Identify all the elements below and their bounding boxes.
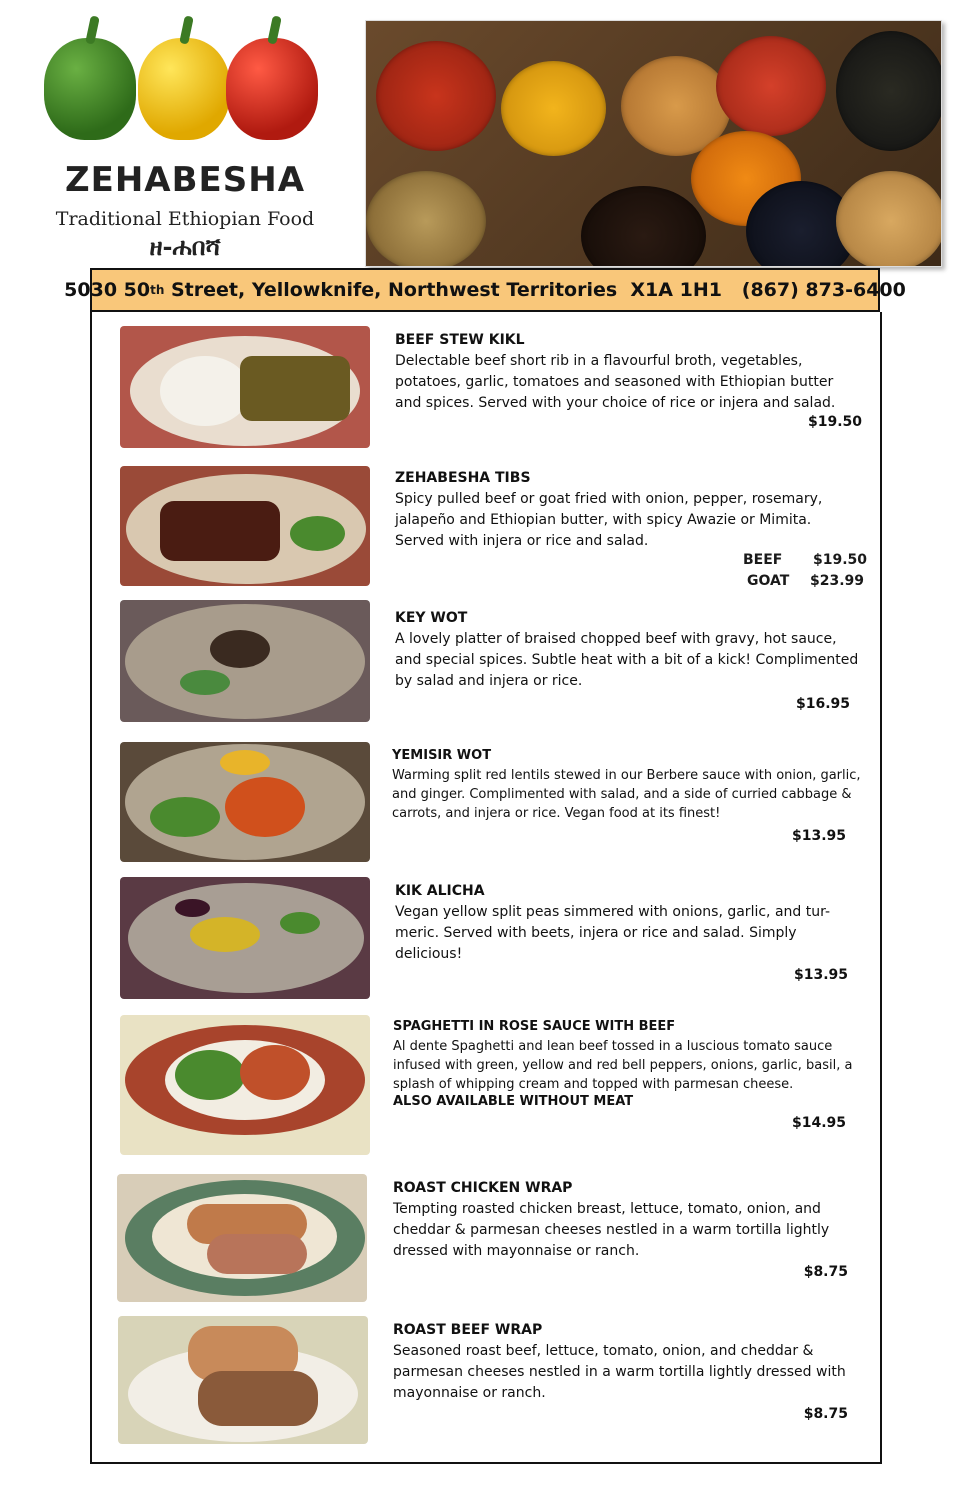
restaurant-tagline: Traditional Ethiopian Food — [55, 208, 315, 230]
item-description: Delectable beef short rib in a flavourful broth, vegetables, potatoes, garlic, tomatoes and seasoned with Ethiopian butter and spices. Served with your choice of rice or injera and salad. — [395, 353, 836, 411]
item-info — [392, 748, 862, 823]
brand-block — [40, 160, 330, 261]
item-price: $16.95 — [795, 696, 850, 712]
item-price: $8.75 — [803, 1406, 848, 1422]
beef-stew-kikl-photo — [120, 326, 370, 448]
key-wot-photo — [120, 600, 370, 722]
address-number: 5030 50 — [64, 279, 151, 301]
address-text: Street, Yellowknife, Northwest Territories X1A 1H1 (867) 873-6400 — [164, 279, 906, 301]
peppers-logo-image — [40, 8, 325, 138]
item-description: Spicy pulled beef or goat fried with onion, pepper, rosemary, jalapeño and Ethiopian butter, with spicy Awazie or Mimita. Served with injera or rice and salad. — [395, 491, 823, 549]
item-description: Vegan yellow split peas simmered with onions, garlic, and tur-meric. Served with beets, injera or rice and salad. Simply delicious! — [395, 904, 831, 962]
option-goat-label: GOAT — [747, 573, 790, 589]
item-title: KIK ALICHA — [395, 883, 485, 899]
item-title: ROAST BEEF WRAP — [393, 1322, 543, 1338]
kik-alicha-photo — [120, 877, 370, 999]
item-title: BEEF STEW KIKL — [395, 332, 525, 348]
item-info — [393, 1019, 863, 1109]
item-price: $14.95 — [791, 1115, 846, 1131]
yellow-pepper-image — [138, 38, 230, 140]
item-description: Tempting roasted chicken breast, lettuce, tomato, onion, and cheddar & parmesan cheeses nestled in a warm tortilla lightly dressed with mayonnaise or ranch. — [393, 1201, 830, 1259]
item-title: YEMISIR WOT — [392, 748, 492, 763]
red-pepper-image — [226, 38, 318, 140]
item-price: $13.95 — [791, 828, 846, 844]
option-goat-price: $23.99 — [810, 573, 865, 589]
roast-beef-wrap-photo — [118, 1316, 368, 1444]
address-suffix: th — [150, 283, 165, 297]
item-title: KEY WOT — [395, 610, 468, 626]
green-pepper-image — [44, 38, 136, 140]
restaurant-name: ZEHABESHA — [64, 160, 306, 200]
item-title: SPAGHETTI IN ROSE SAUCE WITH BEEF — [393, 1019, 676, 1034]
zehabesha-tibs-photo — [120, 466, 370, 586]
item-title: ROAST CHICKEN WRAP — [393, 1180, 573, 1196]
yemisir-wot-photo — [120, 742, 370, 862]
option-beef-price: $19.50 — [813, 552, 868, 568]
item-price: $8.75 — [803, 1264, 848, 1280]
item-description: A lovely platter of braised chopped beef with gravy, hot sauce, and special spices. Subtle heat with a bit of a kick! Complimented by salad and injera or rice. — [395, 631, 859, 689]
item-price: $19.50 — [807, 414, 862, 430]
roast-chicken-wrap-photo — [117, 1174, 367, 1302]
item-info — [395, 883, 860, 965]
item-note: ALSO AVAILABLE WITHOUT MEAT — [393, 1094, 634, 1109]
menu-frame — [90, 312, 882, 1464]
item-info — [395, 470, 860, 552]
item-description: Warming split red lentils stewed in our Berbere sauce with onion, garlic, and ginger. Complimented with salad, and a side of curried cabbage & carrots, and injera or rice. Vegan food at its finest! — [392, 768, 861, 821]
item-info — [395, 610, 860, 692]
address-bar — [64, 268, 906, 312]
restaurant-name-amharic: ዘ-ሐበሻ — [149, 232, 221, 261]
item-price: $13.95 — [793, 967, 848, 983]
item-title: ZEHABESHA TIBS — [395, 470, 531, 486]
item-description: Al dente Spaghetti and lean beef tossed in a luscious tomato sauce infused with green, yellow and red bell peppers, onions, garlic, basil, a splash of whipping cream and topped with parmesan cheese. — [393, 1039, 853, 1092]
item-info — [393, 1180, 858, 1262]
item-description: Seasoned roast beef, lettuce, tomato, onion, and cheddar & parmesan cheeses nestled in a warm tortilla lightly dressed with mayonnaise or ranch. — [393, 1343, 846, 1401]
spaghetti-rose-sauce-photo — [120, 1015, 370, 1155]
item-info — [393, 1322, 858, 1404]
option-beef-label: BEEF — [743, 552, 783, 568]
spices-photo — [365, 20, 942, 267]
item-info — [395, 332, 860, 414]
